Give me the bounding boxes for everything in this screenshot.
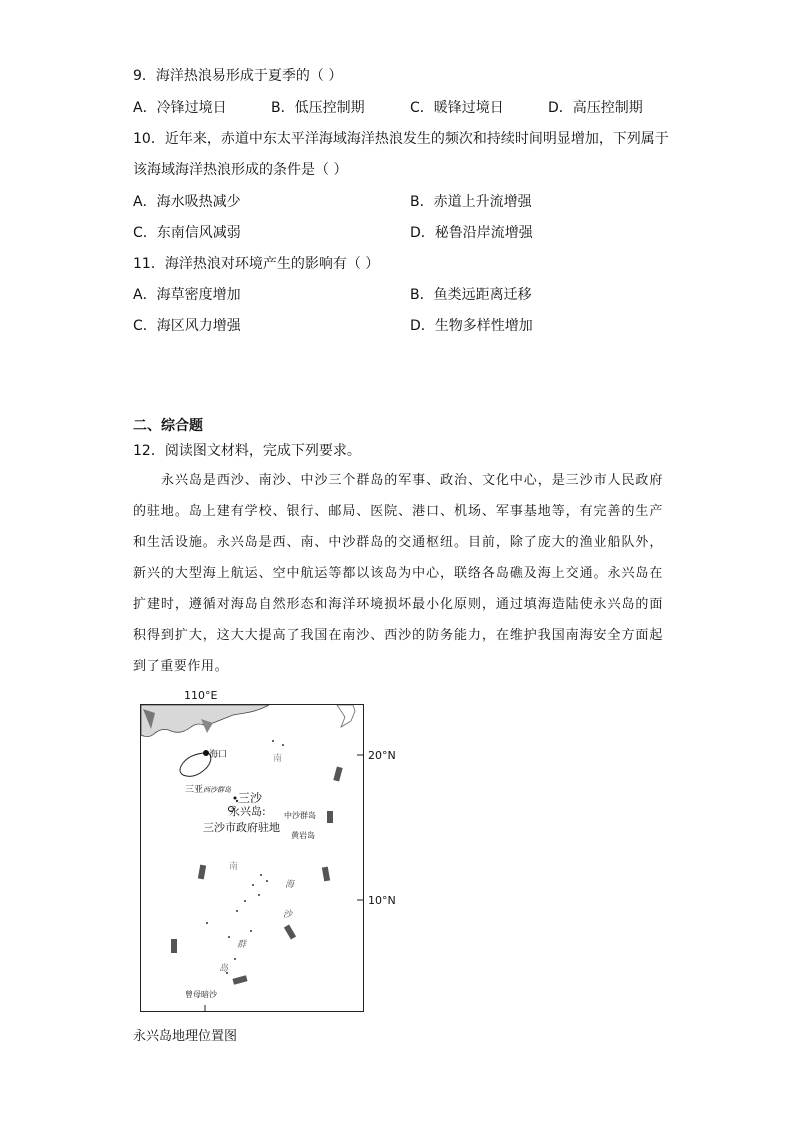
nansha-label-sha: 沙 [283,910,293,920]
sea-label-hai: 海 [285,880,295,890]
q10-stem-line2: 该海域海洋热浪形成的条件是（ ） [133,162,348,178]
q10-option-a[interactable]: A．海水吸热减少 [133,194,241,210]
q11-option-b[interactable]: B．鱼类远距离迁移 [410,287,532,303]
lon-label: 110°E [184,689,218,702]
q10-option-c[interactable]: C．东南信风减弱 [133,225,241,241]
govt-label: 三沙市政府驻地 [203,821,280,834]
huangyan-label: 黄岩岛 [291,831,315,840]
sansha-label: 三沙 [238,791,263,805]
section-title: 二、综合题 [133,418,203,434]
map-caption: 永兴岛地理位置图 [133,1029,238,1044]
q9-option-b[interactable]: B．低压控制期 [271,100,365,116]
zhongsha-label: 中沙群岛 [284,811,316,820]
xisha-dot [234,797,237,800]
dash-3 [322,867,330,882]
location-map [140,704,364,1012]
nansha-label-qun: 群 [237,940,247,950]
q10-option-d[interactable]: D．秘鲁沿岸流增强 [410,225,533,241]
q11-option-a[interactable]: A．海草密度增加 [133,287,241,303]
zengmu-label: 曾母暗沙 [185,990,217,999]
dash-2 [327,811,333,823]
map-drawing [141,705,363,1011]
q9-option-c[interactable]: C．暖锋过境日 [410,100,504,116]
q9-option-a[interactable]: A．冷锋过境日 [133,100,227,116]
q12-stem: 12．阅读图文材料，完成下列要求。 [133,443,361,459]
haikou-label: 海口 [209,750,228,760]
q10-option-b[interactable]: B．赤道上升流增强 [410,194,532,210]
dash-7 [198,865,206,880]
hainan-island [180,753,211,777]
lat-10-label: 10°N [368,894,396,907]
q11-stem: 11．海洋热浪对环境产生的影响有（ ） [133,256,380,272]
dash-4 [284,924,296,939]
q11-option-d[interactable]: D．生物多样性增加 [410,318,533,334]
lat-20-label: 20°N [368,749,396,762]
q11-option-c[interactable]: C．海区风力增强 [133,318,241,334]
dash-5 [232,975,247,984]
xisha-label: 西沙群岛 [203,786,231,794]
nansha-label-nan: 南 [229,862,239,872]
taiwan-coast [337,705,355,727]
nansha-label-dao: 岛 [219,964,229,974]
sea-label-nan: 南 [273,754,283,764]
q9-option-d[interactable]: D．高压控制期 [548,100,643,116]
q10-stem-line1: 10．近年来，赤道中东太平洋海域海洋热浪发生的频次和持续时间明显增加，下列属于 [133,131,669,147]
sanya-label: 三亚 [185,785,204,795]
passage-text: 永兴岛是西沙、南沙、中沙三个群岛的军事、政治、文化中心，是三沙市人民政府的驻地。岛上建有学校、银行、邮局、医院、港口、机场、军事基地等，有完善的生产和生活设施。永兴岛是西、南、中沙群岛的交通枢纽。目前，除了庞大的渔业船队外，新兴的大型海上航运、空中航运等都以该岛为中心，联络各岛礁及海上交通。永兴岛在扩建时，遵循对海岛自然形态和海洋环境损坏最小化原则，通过填海造陆使永兴岛的面积得到扩大，这大大提高了我国在南沙、西沙的防务能力，在维护我国南海安全方面起到了重要作用。 [133,473,663,674]
dash-1 [333,766,342,781]
q12-passage [133,465,663,682]
q9-stem: 9．海洋热浪易形成于夏季的（ ） [133,68,343,84]
yongxing-label: 永兴岛: [229,805,266,818]
dash-6 [171,939,177,953]
